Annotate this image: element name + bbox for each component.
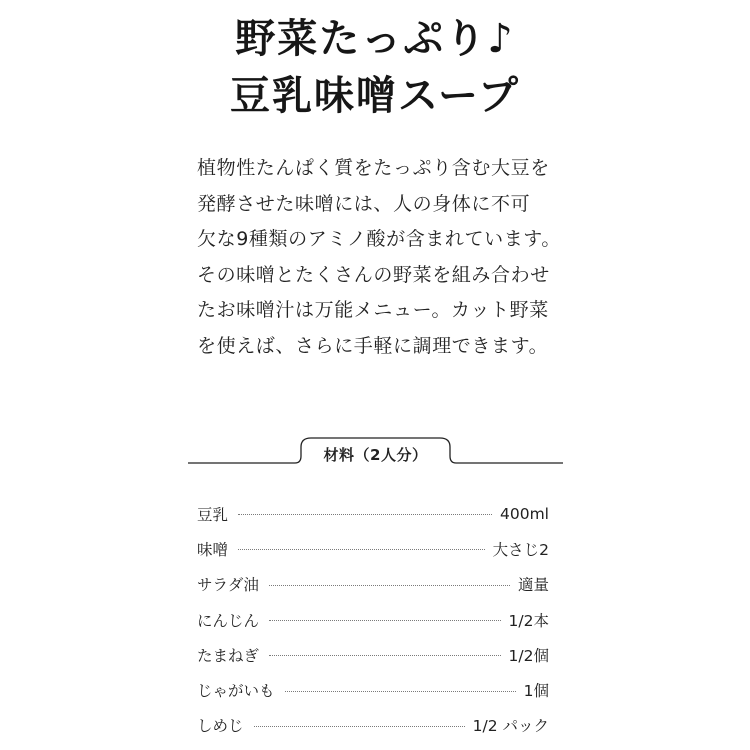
ingredients-heading: 材料（2人分）: [323, 446, 428, 464]
ingredient-row: [197, 567, 549, 602]
intro-line: その味噌とたくさんの野菜を組み合わせ: [197, 263, 550, 286]
intro-paragraph: [197, 151, 577, 364]
ingredient-amount: 1個: [523, 682, 549, 701]
ingredient-row: [197, 531, 549, 566]
ingredient-row: [197, 602, 549, 637]
ingredient-amount: 1/2 パック: [472, 717, 549, 736]
dotted-leader: [254, 726, 465, 727]
ingredient-name: にんじん: [197, 611, 260, 630]
ingredient-row: [197, 672, 549, 707]
ingredient-amount: 1/2本: [508, 611, 549, 630]
intro-line: を使えば、さらに手軽に調理できます。: [197, 334, 549, 357]
intro-line: 欠な9種類のアミノ酸が含まれています。: [197, 228, 561, 250]
ingredient-name: たまねぎ: [197, 646, 260, 665]
ingredient-amount: 大さじ2: [492, 540, 549, 559]
ingredient-name: じゃがいも: [197, 682, 275, 701]
ingredient-row: [197, 496, 549, 531]
dotted-leader: [269, 620, 501, 621]
dotted-leader: [269, 585, 510, 586]
intro-line: 植物性たんぱく質をたっぷり含む大豆を: [197, 157, 550, 179]
dotted-leader: [238, 514, 492, 515]
recipe-title: [0, 10, 750, 124]
dotted-leader: [269, 655, 501, 656]
ingredient-name: 味噌: [197, 540, 229, 559]
intro-line: 発酵させた味噌には、人の身体に不可: [197, 192, 531, 215]
ingredient-amount: 1/2個: [508, 646, 549, 665]
dotted-leader: [285, 691, 516, 692]
title-line-2: 豆乳味噌スープ: [230, 72, 520, 119]
ingredient-amount: 適量: [517, 576, 549, 595]
ingredient-row: [197, 637, 549, 672]
ingredient-amount: 400ml: [500, 504, 549, 523]
ingredient-name: 豆乳: [197, 505, 229, 524]
ingredient-name: しめじ: [197, 717, 244, 736]
ingredients-list: [197, 496, 549, 743]
title-line-1: 野菜たっぷり♪: [235, 15, 515, 62]
intro-line: たお味噌汁は万能メニュー。カット野菜: [197, 299, 549, 321]
ingredient-name: サラダ油: [197, 576, 259, 595]
dotted-leader: [238, 549, 485, 550]
ingredient-row: [197, 708, 549, 743]
